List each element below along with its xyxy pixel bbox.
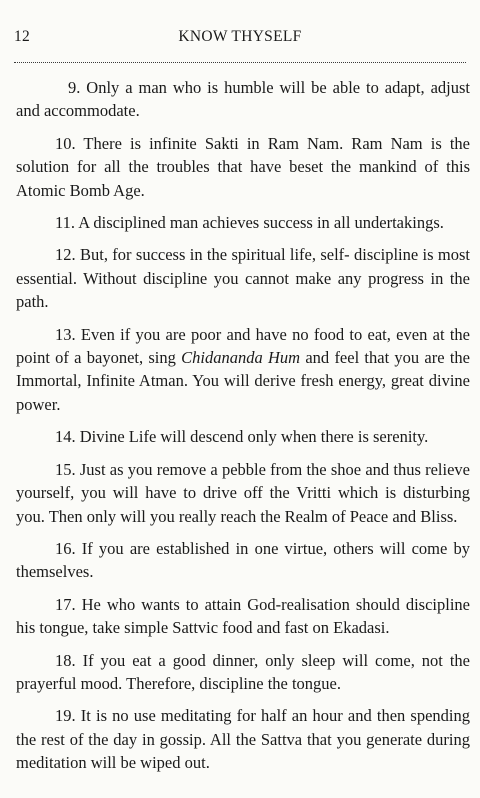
paragraph-15: 15. Just as you remove a pebble from the shoe and thus relieve yourself, you will have to drive off the Vritti which is disturbing you. Then only will you really reach the Realm of Peace and Bliss.	[16, 459, 470, 526]
paragraph-14: 14. Divine Life will descend only when there is serenity.	[55, 427, 429, 447]
paragraph-19: 19. It is no use meditating for half an hour and then spending the rest of the day in gossip. All the Sattva that you generate during meditation will be wiped out.	[16, 706, 470, 773]
paragraph-13-italic-phrase: Chidananda Hum	[181, 348, 301, 368]
paragraph-12: 12. But, for success in the spiritual life, self- discipline is most essential. Without discipline you cannot make any progress in the path.	[16, 245, 470, 312]
paragraph-16: 16. If you are established in one virtue, others will come by themselves.	[16, 538, 470, 582]
page-header	[14, 28, 466, 48]
paragraph-13-text-before: 13. Even if you are poor and have no food to eat, even at the point of a bayonet, sing	[16, 324, 470, 368]
paragraph-13	[16, 323, 470, 417]
paragraph-11: 11. A disciplined man achieves success in all undertakings.	[55, 213, 444, 233]
paragraph-18: 18. If you eat a good dinner, only sleep will come, not the prayerful mood. Therefore, discipline the tongue.	[16, 650, 470, 693]
page-body	[16, 76, 470, 784]
paragraph-17: 17. He who wants to attain God-realisation should discipline his tongue, take simple Sattvic food and fast on Ekadasi.	[16, 594, 470, 638]
running-title: KNOW THYSELF	[178, 28, 302, 45]
paragraph-10: 10. There is infinite Sakti in Ram Nam. Ram Nam is the solution for all the troubles that have beset the mankind of this Atomic Bomb Age.	[16, 133, 470, 200]
page-number: 12	[14, 28, 31, 45]
paragraph-9: 9. Only a man who is humble will be able to adapt, adjust and accommodate.	[16, 78, 470, 121]
header-divider	[14, 62, 466, 63]
paragraph-13-text-after: and feel that you are the Immortal, Infinite Atman. You will derive fresh energy, great divine power.	[16, 348, 470, 414]
